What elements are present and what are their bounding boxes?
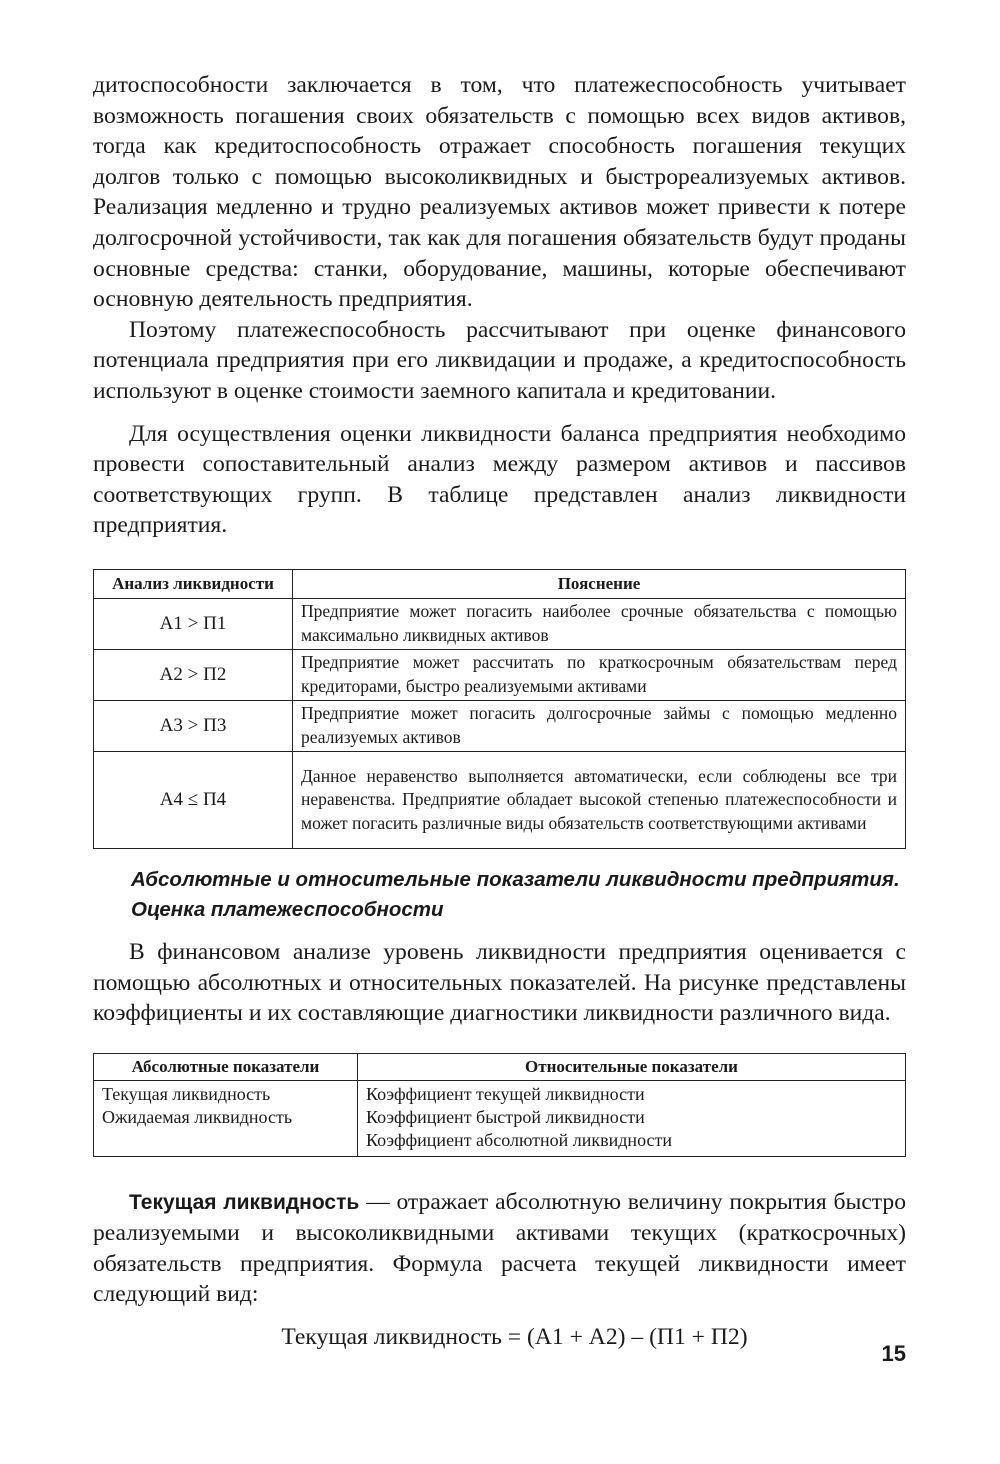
inequality-cell: А2 > П2 bbox=[94, 649, 293, 700]
table-header-row bbox=[94, 1053, 906, 1080]
formula: Текущая ликвидность = (А1 + А2) – (П1 + П2) bbox=[281, 1324, 748, 1351]
list-item: Коэффициент текущей ликвидности bbox=[366, 1083, 645, 1104]
explanation-cell: Предприятие может рассчитать по краткосрочным обязательствам перед кредиторами, быстро реализуемыми активами bbox=[293, 649, 906, 700]
explanation-cell: Предприятие может погасить долгосрочные займы с помощью медленно реализуемых активов bbox=[293, 700, 906, 751]
column-header: Анализ ликвидности bbox=[94, 569, 293, 598]
inequality-cell: А3 > П3 bbox=[94, 700, 293, 751]
indicators-table bbox=[93, 1053, 906, 1157]
section-heading bbox=[131, 865, 906, 925]
list-item: Коэффициент быстрой ликвидности bbox=[366, 1106, 645, 1127]
page-body bbox=[93, 70, 906, 1351]
inequality-cell: А4 ≤ П4 bbox=[94, 751, 293, 848]
paragraph-2: Поэтому платежеспособность рассчитывают при оценке финансового потенциала предприятия при его ликвидации и продаже, а кредитоспособность используют в оценке стоимости заемного капитала и кредитовании. bbox=[93, 316, 906, 404]
term-current-liquidity: Текущая ликвидность bbox=[129, 1190, 360, 1214]
paragraph-5-text: — отражает абсолютную величину покрытия быстро реализуемыми и высоколиквидными активами текущих (краткосрочных) обязательств предприятия. Формула расчета текущей ликвидности имеет следующий вид: bbox=[93, 1188, 906, 1308]
paragraph-1: дитоспособности заключается в том, что платежеспособность учитывает возможность погашения своих обязательств с помощью всех видов активов, тогда как кредитоспособность отражает способность погашения текущих долгов только с помощью высоколиквидных и быстрореализуемых активов. Реализация медленно и трудно реализуемых активов может привести к потере долгосрочной устойчивости, так как для погашения обязательств будут проданы основные средства: станки, оборудование, машины, которые обеспечивают основную деятельность предприятия. bbox=[93, 72, 906, 313]
list-item: Коэффициент абсолютной ликвидности bbox=[366, 1129, 672, 1150]
table-header-row bbox=[94, 569, 906, 598]
liquidity-analysis-table bbox=[93, 569, 906, 849]
relative-indicators-cell bbox=[358, 1080, 906, 1156]
column-header: Абсолютные показатели bbox=[94, 1053, 358, 1080]
column-header: Пояснение bbox=[293, 569, 906, 598]
table-row bbox=[94, 751, 906, 848]
section-heading-line-2: Оценка платежеспособности bbox=[131, 897, 444, 921]
table-row bbox=[94, 700, 906, 751]
table-row bbox=[94, 1080, 906, 1156]
list-item: Ожидаемая ликвидность bbox=[102, 1106, 293, 1127]
paragraph-4: В финансовом анализе уровень ликвидности предприятия оценивается с помощью абсолютных и относительных показателей. На рисунке представлены коэффициенты и их составляющие диагностики ликвидности различного вида. bbox=[93, 938, 906, 1027]
list-item: Текущая ликвидность bbox=[102, 1083, 271, 1104]
explanation-cell: Данное неравенство выполняется автоматически, если соблюдены все три неравенства. Предприятие обладает высокой степенью платежеспособности и может погасить различные виды обязательств соответствующими активами bbox=[293, 751, 906, 848]
table-row bbox=[94, 649, 906, 700]
paragraph-3: Для осуществления оценки ликвидности баланса предприятия необходимо провести сопоставительный анализ между размером активов и пассивов соответствующих групп. В таблице представлен анализ ликвидности предприятия. bbox=[93, 420, 906, 539]
inequality-cell: А1 > П1 bbox=[94, 598, 293, 649]
paragraph-5 bbox=[93, 1187, 906, 1310]
page-number: 15 bbox=[881, 1341, 906, 1366]
section-heading-line-1: Абсолютные и относительные показатели ликвидности предприятия. bbox=[131, 867, 900, 891]
table-row bbox=[94, 598, 906, 649]
column-header: Относительные показатели bbox=[358, 1053, 906, 1080]
absolute-indicators-cell bbox=[94, 1080, 358, 1156]
explanation-cell: Предприятие может погасить наиболее срочные обязательства с помощью максимально ликвидных активов bbox=[293, 598, 906, 649]
